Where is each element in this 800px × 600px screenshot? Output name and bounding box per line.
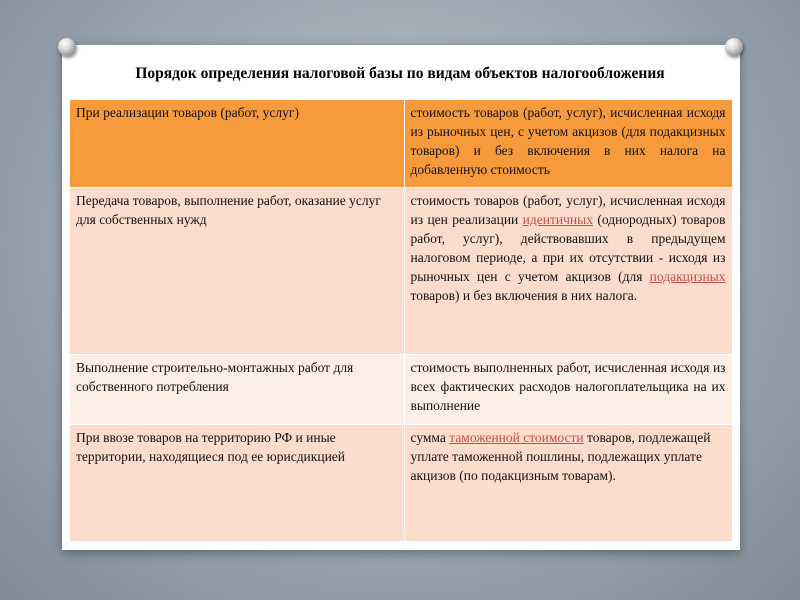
slide-title: Порядок определения налоговой базы по видам объектов налогообложения	[135, 65, 665, 82]
text-segment: сумма	[410, 429, 450, 445]
text-segment: товаров, подлежащей уплате таможенной пошлины, подлежащих уплате акцизов (по подакцизным товарам).	[410, 429, 711, 483]
pushpin-icon	[58, 38, 76, 56]
base-cell	[404, 424, 732, 541]
table-row	[70, 354, 732, 424]
text-segment: (однородных) товаров работ, услуг), действовавших в предыдущем налоговом периоде, а при их отсутствии - исходя из рыночных цен с учетом акцизов (для	[410, 211, 726, 284]
excisable-goods-link[interactable]: подакцизных	[649, 268, 726, 284]
object-cell: При реализации товаров (работ, услуг)	[70, 100, 404, 187]
base-cell: стоимость товаров (работ, услуг), исчисленная исходя из рыночных цен, с учетом акцизов (для подакцизных товаров) и без включения в них налога на добавленную стоимость	[404, 100, 732, 187]
base-cell: стоимость выполненных работ, исчисленная исходя из всех фактических расходов налогоплательщика на их выполнение	[404, 354, 732, 424]
table-row	[70, 100, 732, 187]
text-segment: стоимость товаров (работ, услуг), исчисленная исходя из цен реализации	[410, 192, 726, 227]
table-row	[70, 187, 732, 354]
text-segment: товаров) и без включения в них налога.	[410, 287, 638, 303]
customs-value-link[interactable]: таможенной стоимости	[449, 429, 584, 445]
table-row	[70, 424, 732, 541]
object-cell: Передача товаров, выполнение работ, оказание услуг для собственных нужд	[70, 187, 404, 354]
object-cell: При ввозе товаров на территорию РФ и иные территории, находящиеся под ее юрисдикцией	[70, 424, 404, 541]
object-cell: Выполнение строительно-монтажных работ для собственного потребления	[70, 354, 404, 424]
base-cell	[404, 187, 732, 354]
identical-goods-link[interactable]: идентичных	[522, 211, 593, 227]
pushpin-icon	[725, 38, 743, 56]
tax-base-table	[70, 100, 733, 542]
